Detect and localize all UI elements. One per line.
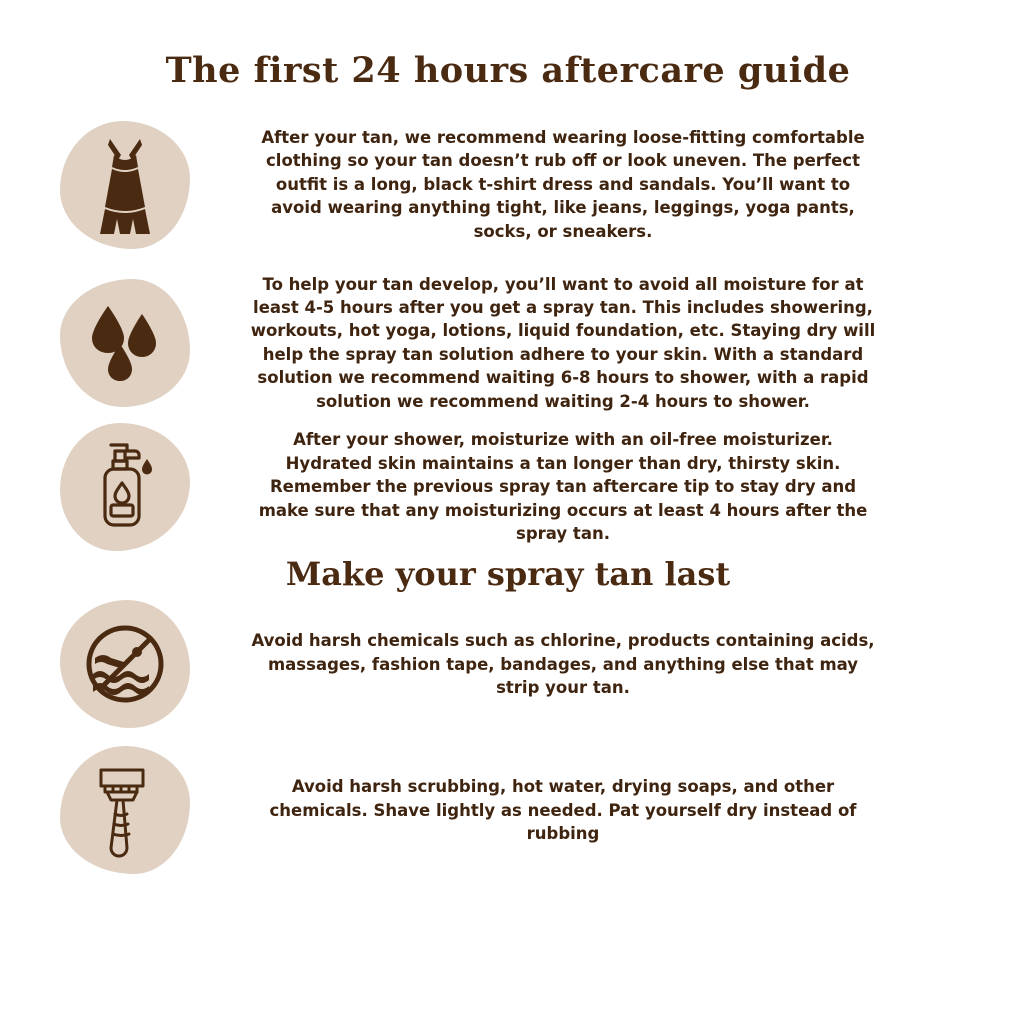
icon-cell: [0, 600, 250, 728]
icon-blob: [60, 600, 190, 728]
icon-blob: [60, 746, 190, 874]
icon-cell: [0, 423, 250, 551]
section-title: Make your spray tan last: [285, 555, 731, 594]
page-title: The first 24 hours aftercare guide: [165, 50, 851, 91]
tip-text: Avoid harsh chemicals such as chlorine, products containing acids, massages, fashion tape, bandages, and anything else that may strip your tan.: [251, 631, 875, 697]
tip-text: After your shower, moisturize with an oil-free moisturizer. Hydrated skin maintains a tan longer than dry, thirsty skin. Remember the previous spray tan aftercare tip to stay dry and make sure that any moisturizing occurs at least 4 hours after the spray tan.: [258, 430, 868, 544]
text-cell: [250, 629, 1016, 699]
icon-cell: [0, 121, 250, 249]
icon-blob: [60, 423, 190, 551]
lotion-bottle-icon: [83, 435, 167, 539]
text-cell: [250, 273, 1016, 414]
icon-blob: [60, 121, 190, 249]
list-item: [0, 746, 1016, 874]
text-cell: [250, 428, 1016, 545]
text-cell: [250, 775, 1016, 845]
icon-cell: [0, 279, 250, 407]
razor-icon: [85, 758, 165, 862]
list-item: [0, 423, 1016, 551]
tip-text: Avoid harsh scrubbing, hot water, drying soaps, and other chemicals. Shave lightly as needed. Pat yourself dry instead of rubbing: [269, 777, 857, 843]
tip-text: To help your tan develop, you’ll want to avoid all moisture for at least 4-5 hours after you get a spray tan. This includes showering, workouts, hot yoga, lotions, liquid foundation, etc. Staying dry will help the spray tan solution adhere to your skin. With a standard solution we recommend waiting 6-8 hours to shower, with a rapid solution we recommend waiting 2-4 hours to shower.: [250, 274, 876, 411]
tips-list: [0, 121, 1016, 875]
list-item: [0, 600, 1016, 728]
text-cell: [250, 126, 1016, 243]
list-item: [0, 121, 1016, 249]
dress-icon: [88, 133, 162, 237]
no-swimming-icon: [79, 618, 171, 710]
icon-blob: [60, 279, 190, 407]
tip-text: After your tan, we recommend wearing loose-fitting comfortable clothing so your tan doesn’t rub off or look uneven. The perfect outfit is a long, black t-shirt dress and sandals. You’ll want to avoid wearing anything tight, like jeans, leggings, yoga pants, socks, or sneakers.: [261, 127, 865, 241]
list-item: [0, 273, 1016, 414]
water-drops-icon: [82, 300, 168, 386]
icon-cell: [0, 746, 250, 874]
